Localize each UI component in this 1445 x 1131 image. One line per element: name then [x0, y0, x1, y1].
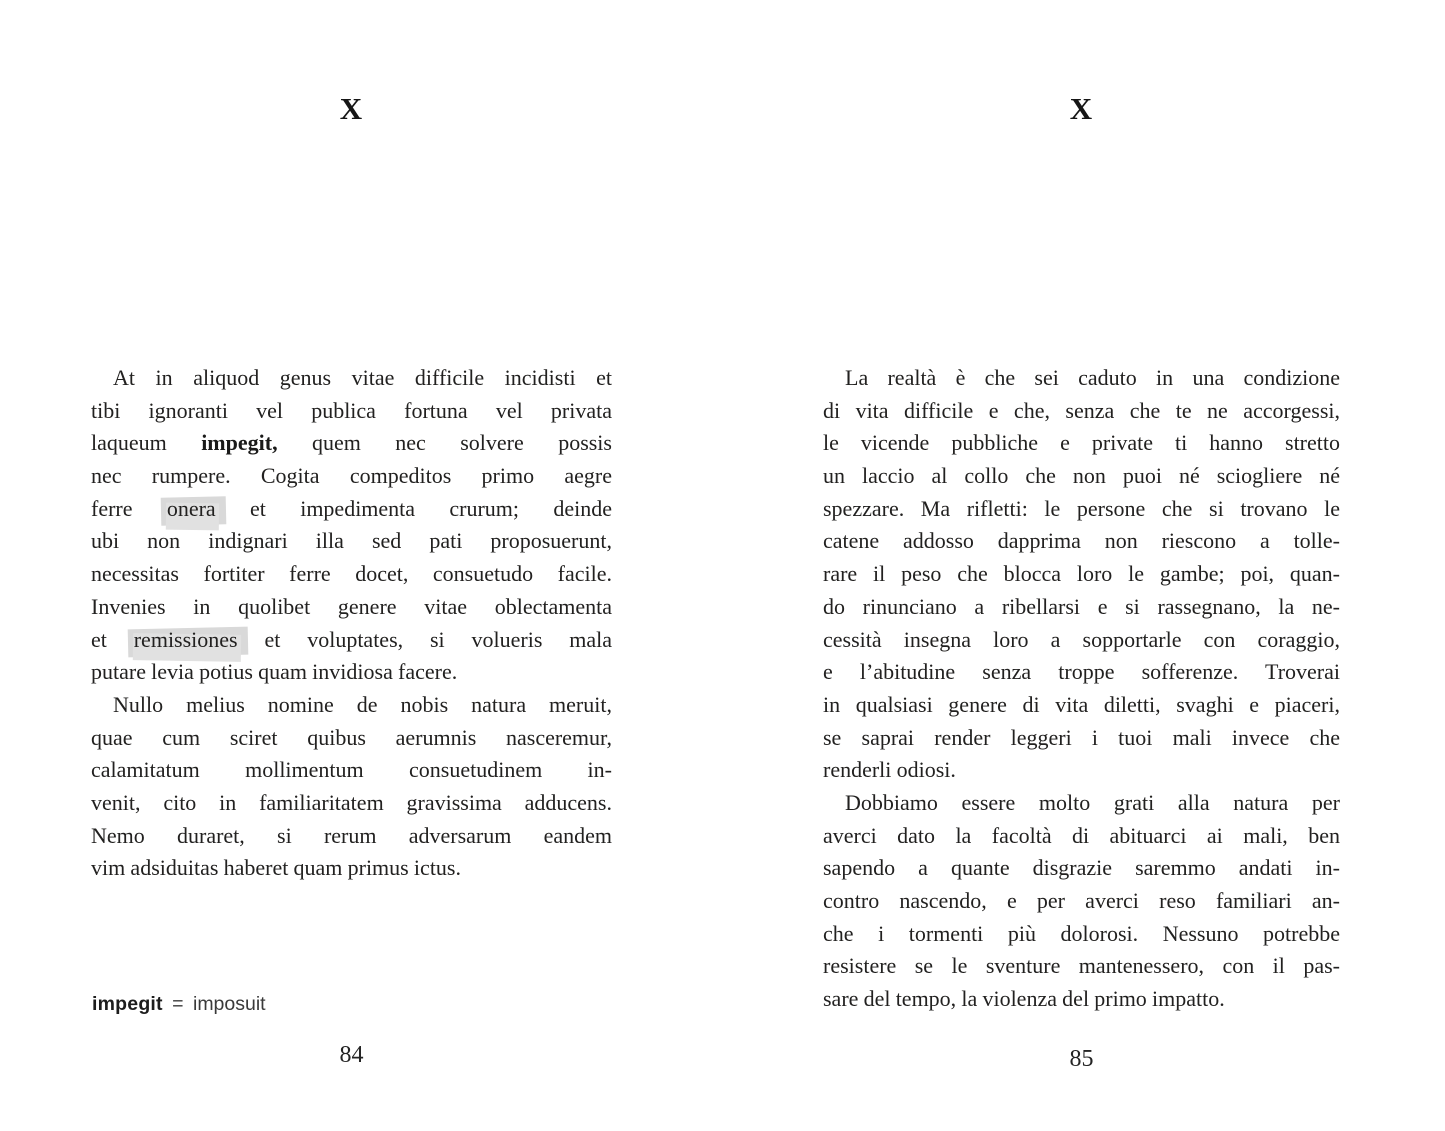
text-segment: e l’abitudine senza troppe sofferenze. Troverai [823, 659, 1340, 685]
text-line [91, 820, 612, 853]
text-segment: necessitas fortiter ferre docet, consuetudo facile. [91, 561, 612, 587]
text-line [91, 787, 612, 820]
text-segment: laqueum [91, 430, 202, 456]
text-segment: catene addosso dapprima non riescono a tolle- [823, 528, 1340, 554]
text-segment: rare il peso che blocca loro le gambe; poi, quan- [823, 561, 1340, 587]
footnote-separator: = [172, 993, 184, 1015]
text-line [823, 885, 1340, 918]
page-number: 84 [339, 1042, 364, 1068]
text-segment: Dobbiamo essere molto grati alla natura per [845, 789, 1340, 815]
text-line [823, 820, 1340, 853]
text-line [823, 656, 1340, 689]
text-line [823, 852, 1340, 885]
text-line [91, 624, 612, 657]
footnote-definition: imposuit [192, 993, 266, 1015]
text-line [823, 722, 1340, 755]
text-line [823, 689, 1340, 722]
page-left [0, 0, 722, 1131]
text-line [823, 362, 1340, 395]
text-line [91, 852, 612, 885]
footnote [92, 992, 266, 1016]
text-segment: et impedimenta crurum; deinde [215, 495, 612, 521]
text-line [823, 591, 1340, 624]
text-segment: contro nascendo, e per averci reso familiari an- [823, 888, 1340, 913]
text-segment: putare levia potius quam invidiosa facere. [91, 659, 458, 685]
text-line [91, 558, 612, 591]
text-segment: venit, cito in familiaritatem gravissima adducens. [91, 789, 612, 815]
text-line [91, 656, 612, 689]
highlighted-word: onera [166, 495, 216, 521]
text-segment: quem nec solvere possis [277, 430, 612, 456]
text-line [823, 754, 1340, 787]
text-line [823, 950, 1340, 983]
text-line [823, 460, 1340, 493]
text-line [823, 525, 1340, 558]
chapter-heading: X [339, 91, 364, 126]
text-segment: Nemo duraret, si rerum adversarum eandem [91, 822, 612, 848]
text-segment: et [91, 626, 134, 652]
text-line [823, 558, 1340, 591]
text-segment: La realtà è che sei caduto in una condizione [845, 365, 1340, 390]
text-segment: Nullo melius nomine de nobis natura meruit, [113, 691, 612, 717]
text-line [823, 918, 1340, 951]
page-number: 85 [1069, 1046, 1094, 1072]
text-segment: che i tormenti più dolorosi. Nessuno potrebbe [823, 920, 1340, 946]
bold-term: impegit, [201, 430, 278, 456]
text-line [91, 362, 612, 395]
text-segment: At in aliquod genus vitae difficile incidisti et [113, 365, 612, 390]
text-segment: le vicende pubbliche e private ti hanno stretto [823, 430, 1340, 456]
chapter-heading: X [1069, 91, 1094, 126]
text-line [823, 395, 1340, 428]
text-segment: vim adsiduitas haberet quam primus ictus. [91, 855, 461, 881]
text-segment: spezzare. Ma rifletti: le persone che si trovano le [823, 495, 1340, 521]
text-segment: quae cum sciret quibus aerumnis nasceremur, [91, 724, 612, 750]
footnote-term: impegit [92, 993, 163, 1015]
text-line [91, 722, 612, 755]
paragraph [823, 787, 1340, 1016]
text-segment: nec rumpere. Cogita compeditos primo aegre [91, 463, 612, 489]
text-line [823, 624, 1340, 657]
text-segment: averci dato la facoltà di abituarci ai mali, ben [823, 822, 1340, 848]
text-line [91, 427, 612, 460]
text-segment: renderli odiosi. [823, 757, 956, 783]
text-line [91, 525, 612, 558]
text-line [91, 591, 612, 624]
highlighted-word: remissiones [133, 626, 238, 652]
text-line [91, 689, 612, 722]
text-block [91, 362, 612, 885]
text-line [91, 754, 612, 787]
text-segment: calamitatum mollimentum consuetudinem in- [91, 757, 612, 783]
text-segment: do rinunciano a ribellarsi e si rassegnano, la ne- [823, 593, 1340, 619]
text-line [823, 983, 1340, 1016]
text-segment: sare del tempo, la violenza del primo impatto. [823, 986, 1225, 1012]
text-segment: se saprai render leggeri i tuoi mali invece che [823, 724, 1340, 750]
text-block [823, 362, 1340, 1016]
text-segment: di vita difficile e che, senza che te ne accorgessi, [823, 397, 1340, 423]
text-line [91, 493, 612, 526]
text-line [91, 460, 612, 493]
text-segment: resistere se le sventure mantenessero, con il pas- [823, 953, 1340, 979]
text-segment: tibi ignoranti vel publica fortuna vel privata [91, 397, 612, 423]
paragraph [91, 362, 612, 689]
text-line [823, 427, 1340, 460]
paragraph [823, 362, 1340, 787]
text-segment: ubi non indignari illa sed pati proposuerunt, [91, 528, 612, 554]
text-line [823, 493, 1340, 526]
text-segment: sapendo a quante disgrazie saremmo andati in- [823, 855, 1340, 881]
text-segment: un laccio al collo che non puoi né sciogliere né [823, 463, 1340, 489]
text-segment: ferre [91, 495, 167, 521]
paragraph [91, 689, 612, 885]
text-segment: Invenies in quolibet genere vitae oblectamenta [91, 593, 612, 619]
text-line [823, 787, 1340, 820]
text-segment: cessità insegna loro a sopportarle con coraggio, [823, 626, 1340, 652]
page-right [722, 0, 1445, 1131]
text-line [91, 395, 612, 428]
text-segment: et voluptates, si volueris mala [237, 626, 612, 652]
text-segment: in qualsiasi genere di vita diletti, svaghi e piaceri, [823, 691, 1340, 717]
